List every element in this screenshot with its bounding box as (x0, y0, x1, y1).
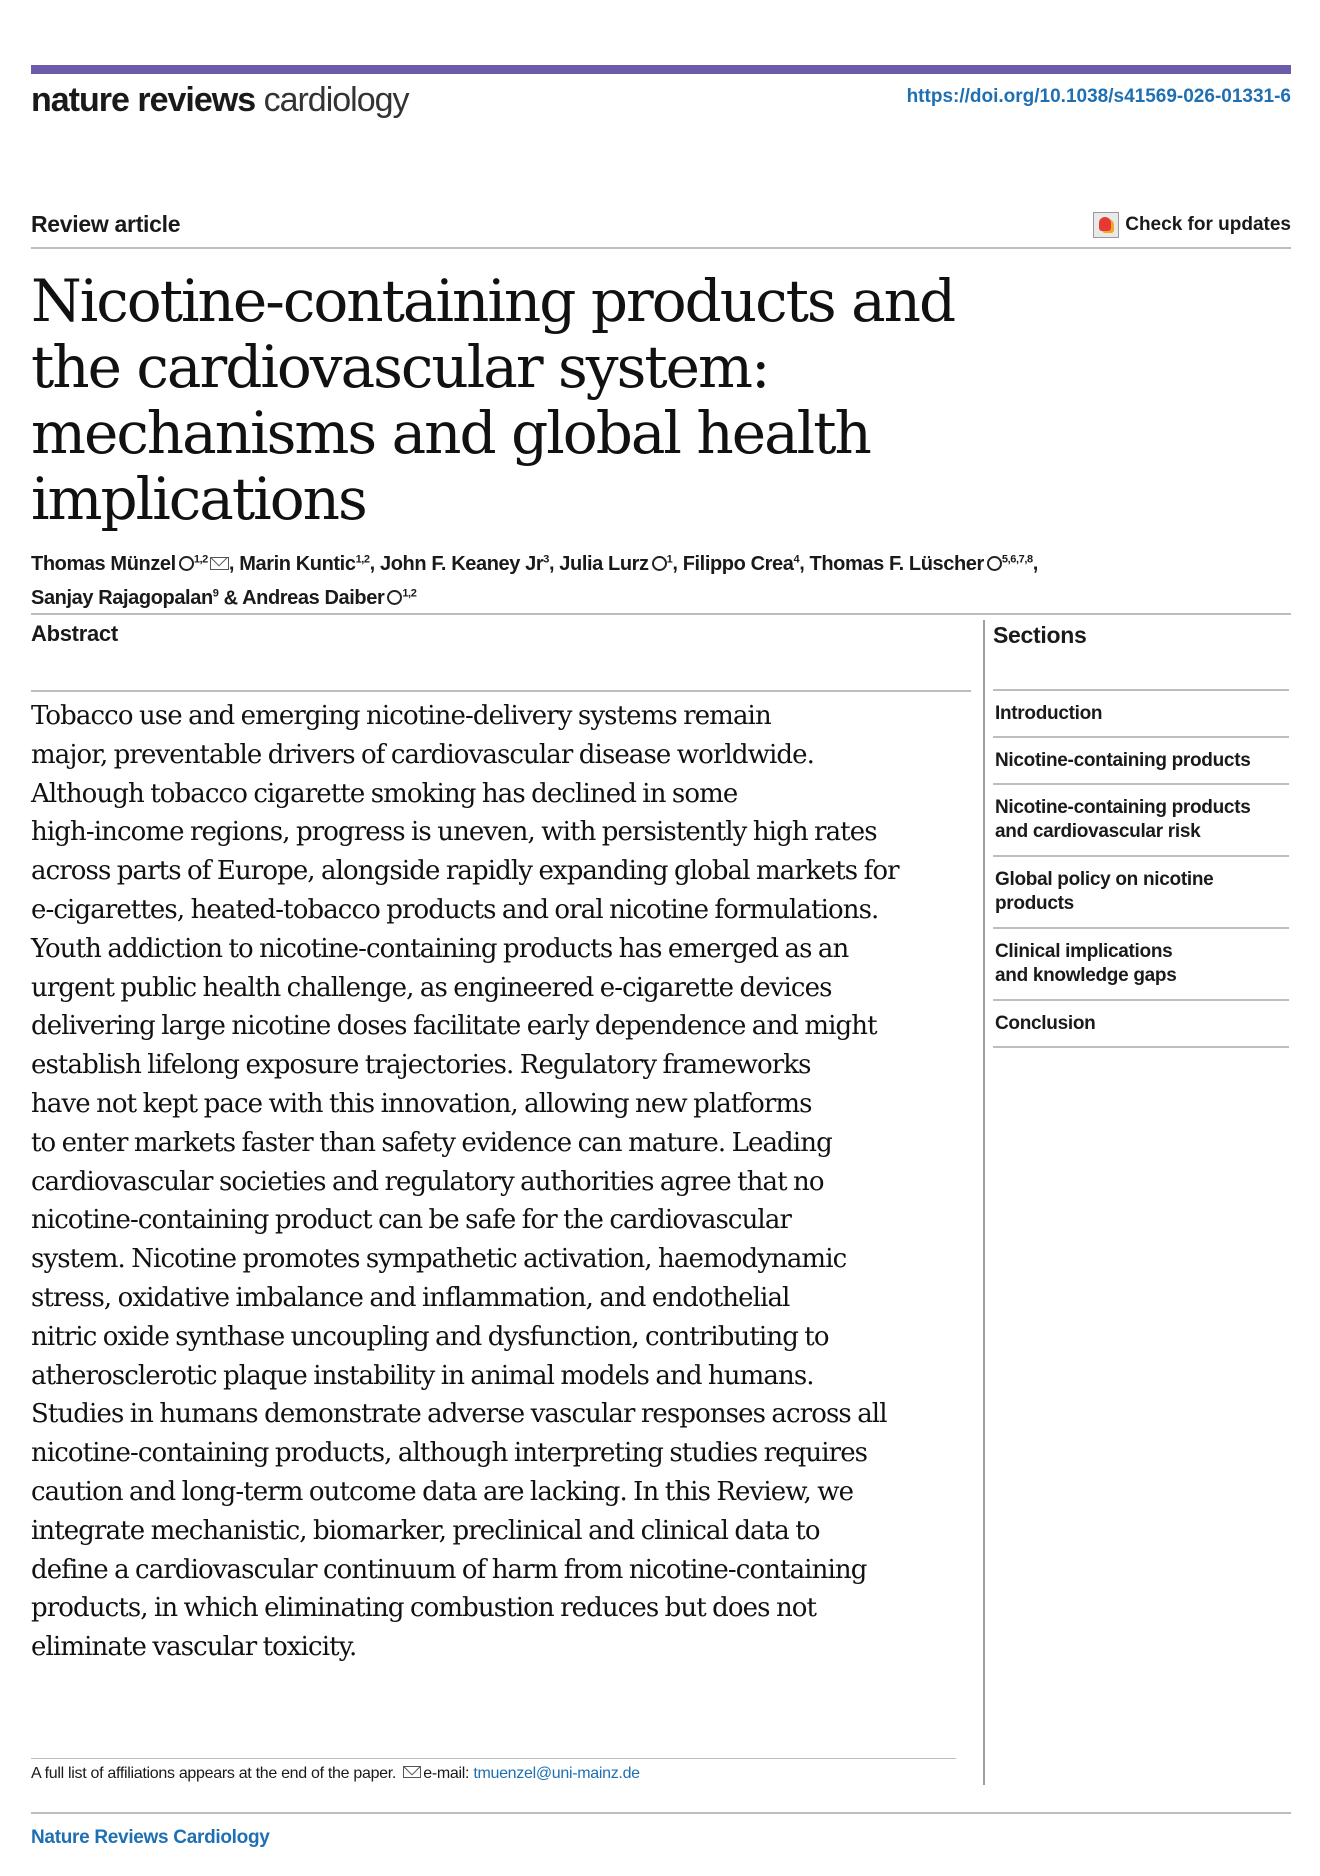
abstract-line: delivering large nicotine doses facilitate early dependence and might (31, 1011, 877, 1042)
affiliation-superscript: 1 (666, 553, 673, 565)
author[interactable] (380, 553, 549, 575)
email-label: e-mail: (423, 1765, 470, 1782)
affiliation-superscript: 9 (212, 587, 219, 600)
abstract-line: caution and long-term outcome data are lacking. In this Review, we (31, 1476, 854, 1507)
section-link[interactable] (993, 929, 1289, 1001)
author[interactable] (683, 553, 800, 575)
author-name: Thomas Münzel (31, 552, 176, 575)
affiliation-superscript: 4 (793, 553, 800, 565)
abstract-line: define a cardiovascular continuum of harm from nicotine-containing (31, 1554, 867, 1585)
divider (31, 690, 971, 692)
section-link-label: Global policy on nicotine (995, 869, 1214, 890)
section-link[interactable] (993, 785, 1289, 857)
section-link-label: and cardiovascular risk (995, 821, 1201, 842)
journal-logo-bold: nature reviews (31, 81, 256, 119)
divider (31, 247, 1291, 249)
abstract-line: Studies in humans demonstrate adverse vascular responses across all (31, 1399, 887, 1430)
abstract-line: across parts of Europe, alongside rapidly expanding global markets for (31, 856, 899, 887)
author-name: Marin Kuntic (239, 552, 356, 575)
author[interactable] (31, 587, 218, 609)
abstract-line: have not kept pace with this innovation, allowing new platforms (31, 1088, 812, 1119)
journal-top-rule (31, 65, 1291, 74)
abstract-line: cardiovascular societies and regulatory authorities agree that no (31, 1166, 824, 1197)
check-for-updates-button[interactable] (1093, 212, 1291, 238)
author-name: Sanjay Rajagopalan (31, 587, 213, 610)
sections-nav (993, 689, 1289, 1048)
corresponding-email-link[interactable]: tmuenzel@uni-mainz.de (473, 1765, 640, 1782)
affiliation-superscript: 1,2 (355, 553, 370, 565)
check-for-updates-icon (1093, 212, 1119, 238)
abstract-line: atherosclerotic plaque instability in animal models and humans. (31, 1360, 814, 1391)
abstract-line: to enter markets faster than safety evidence can mature. Leading (31, 1127, 832, 1158)
footer-journal-link[interactable]: Nature Reviews Cardiology (31, 1827, 270, 1848)
check-for-updates-label: Check for updates (1125, 214, 1291, 235)
abstract-line: nitric oxide synthase uncoupling and dysfunction, contributing to (31, 1321, 829, 1352)
section-link-label: Introduction (995, 703, 1103, 724)
author-list: Thomas Münzel $^{1,2}$ , Marin Kuntic$^{1,2}$, John F. Keaney Jr$^3$, Julia Lurz $^1$, Filippo Crea$^4$, Thomas F. Lüscher $^{5,6,7,8}$, Sanjay Rajagopalan$^9$ & Andreas Daiber $^{1,2}$ (31, 552, 1038, 610)
section-link-label: Nicotine-containing products (995, 750, 1251, 771)
affiliation-superscript: 3 (543, 553, 549, 565)
abstract-line: system. Nicotine promotes sympathetic activation, haemodynamic (31, 1244, 847, 1275)
affiliation-superscript: 1,2 (193, 553, 208, 565)
section-link[interactable] (993, 1001, 1289, 1048)
divider (31, 1812, 1291, 1814)
section-link-label: Conclusion (995, 1013, 1096, 1034)
section-link-label: Clinical implications (995, 941, 1173, 962)
affiliation-superscript: 5,6,7,8 (1001, 553, 1033, 565)
abstract-line: major, preventable drivers of cardiovascular disease worldwide. (31, 739, 814, 770)
author[interactable] (239, 553, 369, 575)
envelope-icon (403, 1766, 421, 1778)
article-type-label: Review article (31, 211, 181, 237)
orcid-icon[interactable] (179, 556, 194, 571)
section-link-label: and knowledge gaps (995, 965, 1177, 986)
doi-link[interactable]: https://doi.org/10.1038/s41569-026-01331-6 (906, 86, 1291, 107)
author-name: John F. Keaney Jr (379, 552, 544, 575)
sections-heading: Sections (993, 622, 1087, 648)
abstract-line: eliminate vascular toxicity. (31, 1632, 357, 1663)
orcid-icon[interactable] (987, 556, 1002, 571)
section-link[interactable] (993, 857, 1289, 929)
section-link-label: products (995, 893, 1074, 914)
envelope-icon[interactable] (210, 557, 229, 570)
abstract-line: nicotine-containing product can be safe for the cardiovascular (31, 1205, 791, 1236)
affiliation-superscript: 1,2 (402, 587, 417, 600)
author[interactable] (242, 587, 416, 609)
abstract-line: e-cigarettes, heated-tobacco products and oral nicotine formulations. (31, 894, 879, 925)
author[interactable] (559, 553, 672, 575)
orcid-icon[interactable] (652, 556, 667, 571)
author[interactable] (810, 553, 1033, 575)
divider (31, 613, 1291, 615)
article-title: Nicotine-containing products and the cardiovascular system: mechanisms and global health implications (31, 267, 955, 533)
orcid-icon[interactable] (387, 590, 402, 605)
abstract-heading: Abstract (31, 621, 118, 646)
affiliations-note: A full list of affiliations appears at the end of the paper. (31, 1765, 397, 1782)
column-divider (983, 620, 985, 1785)
journal-logo-light: cardiology (263, 81, 409, 119)
author-name: Julia Lurz (559, 552, 649, 575)
author-name: Thomas F. Lüscher (809, 552, 984, 575)
author-name: Filippo Crea (682, 552, 794, 575)
abstract-line: products, in which eliminating combustion reduces but does not (31, 1593, 817, 1624)
abstract-line: nicotine-containing products, although interpreting studies requires (31, 1438, 868, 1469)
abstract-line: Tobacco use and emerging nicotine-delivery systems remain (31, 701, 771, 731)
abstract-line: stress, oxidative imbalance and inflammation, and endothelial (31, 1282, 790, 1313)
author-name: Andreas Daiber (242, 587, 385, 610)
abstract-line: urgent public health challenge, as engineered e-cigarette devices (31, 972, 832, 1003)
section-link[interactable] (993, 738, 1289, 785)
divider (31, 1758, 956, 1759)
abstract-line: establish lifelong exposure trajectories. Regulatory frameworks (31, 1050, 811, 1081)
affiliations-footnote (31, 1765, 640, 1783)
abstract-line: high-income regions, progress is uneven, with persistently high rates (31, 817, 877, 848)
section-link[interactable] (993, 691, 1289, 738)
abstract-line: Although tobacco cigarette smoking has declined in some (31, 778, 738, 809)
section-link-label: Nicotine-containing products (995, 797, 1251, 818)
abstract-line: integrate mechanistic, biomarker, preclinical and clinical data to (31, 1515, 820, 1546)
journal-logo (31, 80, 409, 120)
abstract-body (31, 697, 981, 1667)
abstract-line: Youth addiction to nicotine-containing products has emerged as an (31, 933, 849, 964)
author[interactable] (31, 553, 229, 575)
